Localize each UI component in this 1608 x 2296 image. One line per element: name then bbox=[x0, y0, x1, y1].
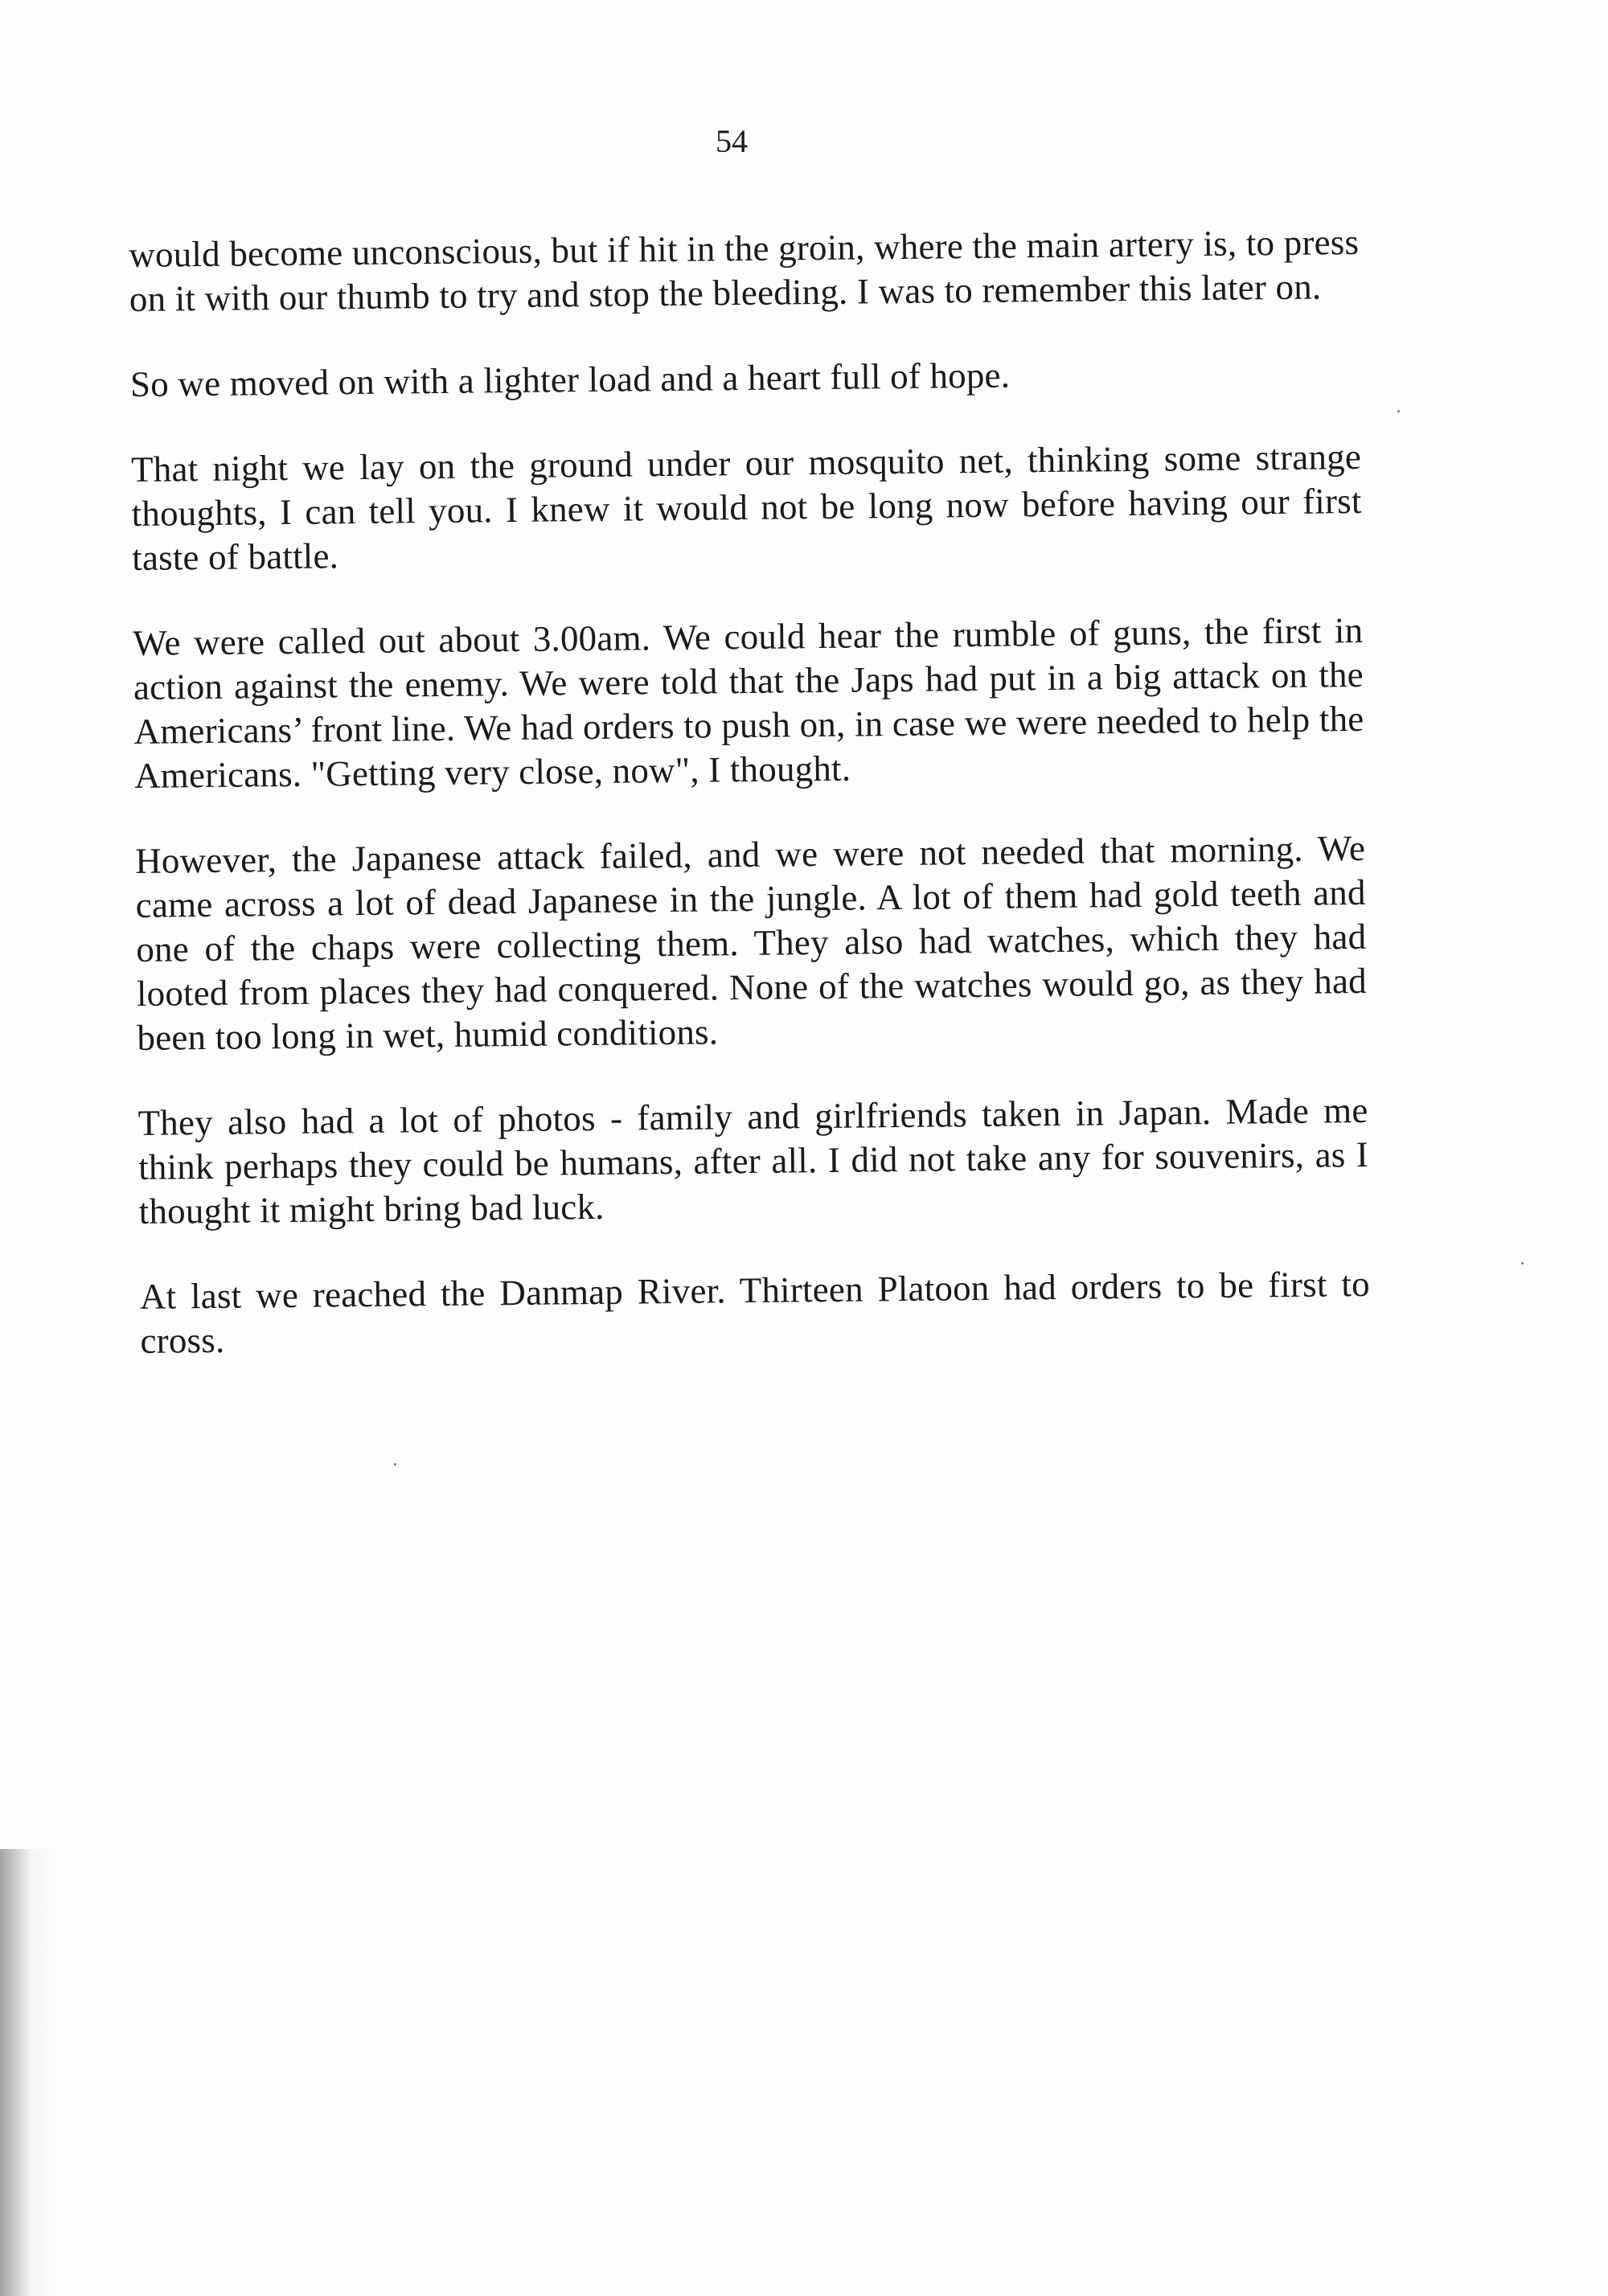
paragraph: That night we lay on the ground under our mosquito net, thinking some strange thoughts, I can tell you. I knew it would not be long now before having our first taste of battle. bbox=[130, 436, 1362, 578]
paragraph: We were called out about 3.00am. We could hear the rumble of guns, the first in action against the enemy. We were told that the Japs had put in a big attack on the Americans’ front line. We had orders to push on, in case we were needed to help the Americans. "Getting very close, now", I thought. bbox=[133, 609, 1364, 796]
scan-edge-shadow bbox=[0, 1849, 56, 2296]
paragraph: So we moved on with a lighter load and a heart full of hope. bbox=[129, 355, 1011, 404]
scan-speck bbox=[1521, 1262, 1524, 1265]
scan-speck bbox=[394, 1463, 396, 1466]
paragraph: would become unconscious, but if hit in the groin, where the main artery is, to press on it with our thumb to try and stop the bleeding. I was to remember this later on. bbox=[129, 221, 1360, 319]
page-number: 54 bbox=[716, 123, 748, 159]
paragraph: They also had a lot of photos - family and girlfriends taken in Japan. Made me think perhaps they could be humans, after all. I did not take any for souvenirs, as I thought it might bring bad luck. bbox=[137, 1089, 1369, 1232]
body-text bbox=[129, 220, 1371, 1404]
paragraph: However, the Japanese attack failed, and we were not needed that morning. We came across a lot of dead Japanese in the jungle. A lot of them had gold teeth and one of the chaps were collecting them. They also had watches, which they had looted from places they had conquered. None of the watches would go, as they had been too long in wet, humid conditions. bbox=[134, 827, 1368, 1058]
scan-speck bbox=[1397, 410, 1400, 412]
paragraph: At last we reached the Danmap River. Thirteen Platoon had orders to be first to cross. bbox=[139, 1263, 1371, 1361]
